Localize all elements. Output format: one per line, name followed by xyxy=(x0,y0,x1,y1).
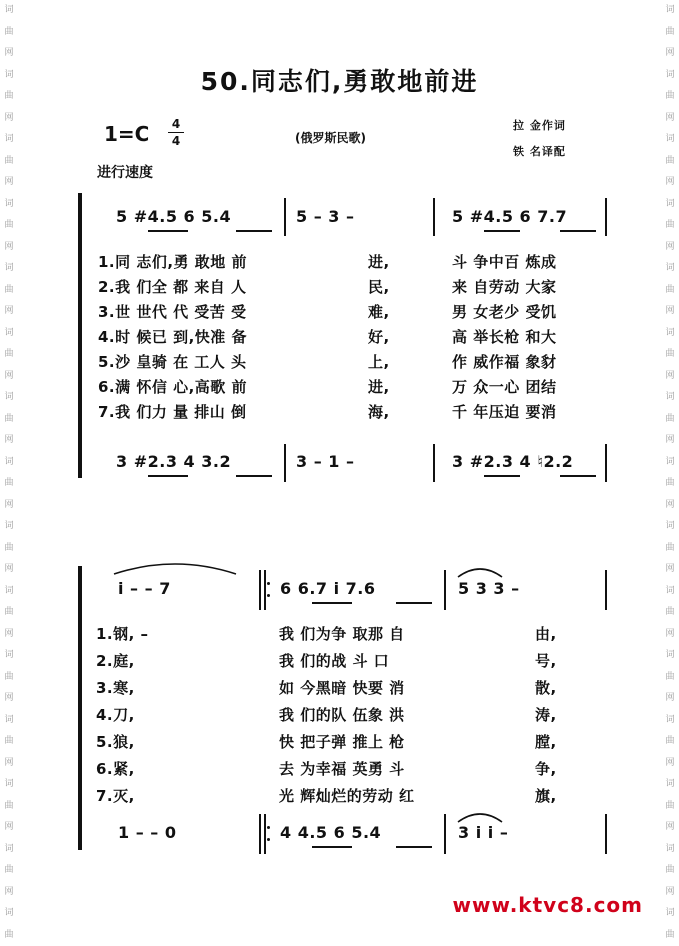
watermark-char: 曲 xyxy=(665,409,674,431)
system2-barline xyxy=(605,570,607,610)
time-signature-bottom: 4 xyxy=(168,134,184,148)
tie-arc xyxy=(110,560,240,576)
system1-barline xyxy=(433,198,435,236)
tie-arc xyxy=(455,565,505,579)
watermark-char: 词 xyxy=(4,710,13,732)
time-signature xyxy=(168,117,184,148)
lyric-line: 1.钢, – xyxy=(96,623,149,644)
lyric-line: 去 为幸福 英勇 斗 xyxy=(279,758,405,779)
watermark-char: 词 xyxy=(4,0,13,22)
watermark-char: 网 xyxy=(665,172,674,194)
repeat-dot xyxy=(267,838,270,841)
lyric-line: 1.同 志们,勇 敢地 前 xyxy=(98,251,247,272)
lyric-line: 千 年压迫 要消 xyxy=(452,401,556,422)
lyric-line: 好, xyxy=(368,326,390,347)
watermark-char: 曲 xyxy=(4,860,13,882)
system1-melody-measure: 5 – 3 – xyxy=(296,207,354,226)
lyric-line: 我 们的战 斗 口 xyxy=(279,650,389,671)
watermark-char: 曲 xyxy=(665,215,674,237)
system1-bass-measure: 3 – 1 – xyxy=(296,452,354,471)
lyric-line: 高 举长枪 和大 xyxy=(452,326,556,347)
lyric-line: 男 女老少 受饥 xyxy=(452,301,556,322)
watermark-char: 网 xyxy=(4,172,13,194)
watermark-char: 网 xyxy=(4,43,13,65)
lyric-line: 上, xyxy=(368,351,390,372)
watermark-char: 词 xyxy=(4,65,13,87)
watermark-char: 网 xyxy=(665,43,674,65)
lyric-line: 3.世 世代 代 受苦 受 xyxy=(98,301,247,322)
watermark-char: 词 xyxy=(665,839,674,861)
watermark-char: 词 xyxy=(665,452,674,474)
watermark-char: 词 xyxy=(4,516,13,538)
watermark-char: 词 xyxy=(665,194,674,216)
watermark-char: 曲 xyxy=(4,925,13,946)
watermark-char: 网 xyxy=(4,882,13,904)
lyric-line: 旗, xyxy=(535,785,557,806)
watermark-char: 曲 xyxy=(665,860,674,882)
tie-arc xyxy=(455,810,505,824)
watermark-char: 网 xyxy=(665,301,674,323)
site-url: www.ktvc8.com xyxy=(453,893,643,917)
underline xyxy=(484,475,520,477)
time-signature-top: 4 xyxy=(168,117,184,131)
watermark-char: 网 xyxy=(4,624,13,646)
watermark-char: 曲 xyxy=(4,86,13,108)
system2-melody-measure: 6 6.7 i 7.6 xyxy=(280,579,376,598)
lyric-line: 4.时 候已 到,快准 备 xyxy=(98,326,247,347)
watermark-char: 词 xyxy=(4,452,13,474)
repeat-dot xyxy=(267,594,270,597)
watermark-char: 网 xyxy=(665,430,674,452)
system2-bass-measure: 3 i i – xyxy=(458,823,508,842)
translator-credit: 铁 名译配 xyxy=(513,143,566,159)
underline xyxy=(396,846,432,848)
watermark-char: 网 xyxy=(665,108,674,130)
watermark-char: 曲 xyxy=(4,22,13,44)
system1-bass-measure: 3 #2.3 4 3.2 xyxy=(116,452,231,471)
system1-brace xyxy=(78,193,82,478)
watermark-char: 曲 xyxy=(4,796,13,818)
watermark-char: 曲 xyxy=(665,280,674,302)
lyric-line: 民, xyxy=(368,276,390,297)
watermark-char: 词 xyxy=(665,387,674,409)
lyric-line: 5.狼, xyxy=(96,731,135,752)
watermark-char: 曲 xyxy=(4,473,13,495)
watermark-char: 网 xyxy=(4,753,13,775)
watermark-char: 词 xyxy=(4,839,13,861)
system2-brace xyxy=(78,566,82,850)
watermark-char: 曲 xyxy=(665,22,674,44)
lyric-line: 涛, xyxy=(535,704,557,725)
lyric-line: 6.满 怀信 心,高歌 前 xyxy=(98,376,247,397)
watermark-char: 网 xyxy=(665,495,674,517)
underline xyxy=(560,475,596,477)
underline xyxy=(312,602,352,604)
underline xyxy=(148,475,188,477)
watermark-char: 曲 xyxy=(4,344,13,366)
system1-barline xyxy=(284,198,286,236)
system1-barline xyxy=(284,444,286,482)
watermark-char: 曲 xyxy=(665,344,674,366)
watermark-char: 网 xyxy=(665,688,674,710)
underline xyxy=(484,230,520,232)
lyric-line: 7.我 们力 量 排山 倒 xyxy=(98,401,247,422)
watermark-char: 网 xyxy=(4,366,13,388)
watermark-char: 网 xyxy=(665,817,674,839)
watermark-char: 词 xyxy=(665,774,674,796)
underline xyxy=(312,846,352,848)
key-signature: 1=C xyxy=(104,122,149,146)
watermark-char: 网 xyxy=(665,366,674,388)
system2-bass-measure: 1 – – 0 xyxy=(118,823,176,842)
lyric-line: 作 威作福 象豺 xyxy=(452,351,556,372)
system1-barline xyxy=(605,444,607,482)
watermark-char: 词 xyxy=(4,774,13,796)
system1-bass-measure: 3 #2.3 4 ♮2.2 xyxy=(452,452,573,471)
watermark-char: 词 xyxy=(4,645,13,667)
lyricist-credit: 拉 金作词 xyxy=(513,117,566,133)
watermark-char: 网 xyxy=(665,237,674,259)
watermark-char: 曲 xyxy=(665,473,674,495)
system2-barline xyxy=(259,814,261,854)
watermark-char: 词 xyxy=(665,581,674,603)
watermark-char: 词 xyxy=(4,581,13,603)
lyric-line: 光 辉灿烂的劳动 红 xyxy=(279,785,414,806)
watermark-char: 网 xyxy=(665,624,674,646)
watermark-char: 网 xyxy=(4,108,13,130)
underline xyxy=(236,475,272,477)
system2-melody-measure: i – – 7 xyxy=(118,579,171,598)
watermark-char: 曲 xyxy=(4,602,13,624)
system2-melody-measure: 5 3 3 – xyxy=(458,579,520,598)
lyric-line: 海, xyxy=(368,401,390,422)
watermark-char: 网 xyxy=(665,882,674,904)
watermark-char: 曲 xyxy=(665,667,674,689)
watermark-char: 网 xyxy=(4,688,13,710)
tempo-marking: 进行速度 xyxy=(97,162,153,182)
lyric-line: 进, xyxy=(368,251,390,272)
watermark-char: 词 xyxy=(665,129,674,151)
watermark-char: 词 xyxy=(4,323,13,345)
watermark-char: 曲 xyxy=(4,538,13,560)
lyric-line: 2.我 们全 都 来自 人 xyxy=(98,276,247,297)
watermark-char: 曲 xyxy=(4,280,13,302)
watermark-char: 网 xyxy=(4,495,13,517)
lyric-line: 由, xyxy=(535,623,557,644)
watermark-char: 曲 xyxy=(665,602,674,624)
system2-bass-measure: 4 4.5 6 5.4 xyxy=(280,823,381,842)
system1-barline xyxy=(433,444,435,482)
watermark-char: 网 xyxy=(665,559,674,581)
system2-barline xyxy=(264,814,266,854)
lyric-line: 6.紧, xyxy=(96,758,135,779)
lyric-line: 来 自劳动 大家 xyxy=(452,276,556,297)
watermark-char: 网 xyxy=(665,753,674,775)
lyric-line: 进, xyxy=(368,376,390,397)
watermark-char: 词 xyxy=(665,258,674,280)
lyric-line: 膛, xyxy=(535,731,557,752)
watermark-char: 曲 xyxy=(665,731,674,753)
watermark-char: 曲 xyxy=(4,151,13,173)
lyric-line: 快 把子弹 推上 枪 xyxy=(279,731,405,752)
lyric-line: 号, xyxy=(535,650,557,671)
watermark-char: 词 xyxy=(665,323,674,345)
lyric-line: 2.庭, xyxy=(96,650,135,671)
underline xyxy=(236,230,272,232)
lyric-line: 7.灭, xyxy=(96,785,135,806)
song-origin: (俄罗斯民歌) xyxy=(295,129,366,146)
watermark-right xyxy=(663,0,677,946)
watermark-char: 词 xyxy=(665,710,674,732)
lyric-line: 万 众一心 团结 xyxy=(452,376,556,397)
watermark-char: 词 xyxy=(4,258,13,280)
watermark-char: 曲 xyxy=(4,667,13,689)
lyric-line: 我 们为争 取那 自 xyxy=(279,623,405,644)
song-title: 50.同志们,勇敢地前进 xyxy=(0,62,679,98)
watermark-left xyxy=(2,0,16,946)
lyric-line: 斗 争中百 炼成 xyxy=(452,251,556,272)
watermark-char: 曲 xyxy=(665,151,674,173)
system2-barline xyxy=(259,570,261,610)
watermark-char: 曲 xyxy=(4,731,13,753)
repeat-dot xyxy=(267,582,270,585)
watermark-char: 曲 xyxy=(665,86,674,108)
watermark-char: 曲 xyxy=(4,215,13,237)
watermark-char: 词 xyxy=(665,65,674,87)
watermark-char: 曲 xyxy=(665,538,674,560)
watermark-char: 网 xyxy=(4,817,13,839)
watermark-char: 词 xyxy=(665,0,674,22)
lyric-line: 我 们的队 伍象 洪 xyxy=(279,704,405,725)
lyric-line: 难, xyxy=(368,301,390,322)
watermark-char: 曲 xyxy=(4,409,13,431)
lyric-line: 散, xyxy=(535,677,557,698)
time-signature-bar xyxy=(168,132,184,133)
underline xyxy=(560,230,596,232)
system2-barline xyxy=(605,814,607,854)
system1-barline xyxy=(605,198,607,236)
watermark-char: 网 xyxy=(4,301,13,323)
lyric-line: 4.刀, xyxy=(96,704,135,725)
lyric-line: 3.寒, xyxy=(96,677,135,698)
system2-barline xyxy=(264,570,266,610)
underline xyxy=(396,602,432,604)
watermark-char: 词 xyxy=(4,903,13,925)
system2-barline xyxy=(444,814,446,854)
repeat-dot xyxy=(267,826,270,829)
watermark-char: 词 xyxy=(665,516,674,538)
watermark-char: 网 xyxy=(4,559,13,581)
system1-melody-measure: 5 #4.5 6 7.7 xyxy=(452,207,567,226)
watermark-char: 网 xyxy=(4,430,13,452)
lyric-line: 如 今黑暗 快要 消 xyxy=(279,677,405,698)
watermark-char: 网 xyxy=(4,237,13,259)
underline xyxy=(148,230,188,232)
lyric-line: 5.沙 皇骑 在 工人 头 xyxy=(98,351,247,372)
watermark-char: 词 xyxy=(665,645,674,667)
watermark-char: 词 xyxy=(665,903,674,925)
watermark-char: 曲 xyxy=(665,796,674,818)
watermark-char: 词 xyxy=(4,129,13,151)
system1-melody-measure: 5 #4.5 6 5.4 xyxy=(116,207,231,226)
lyric-line: 争, xyxy=(535,758,557,779)
watermark-char: 词 xyxy=(4,194,13,216)
watermark-char: 曲 xyxy=(665,925,674,946)
system2-barline xyxy=(444,570,446,610)
watermark-char: 词 xyxy=(4,387,13,409)
